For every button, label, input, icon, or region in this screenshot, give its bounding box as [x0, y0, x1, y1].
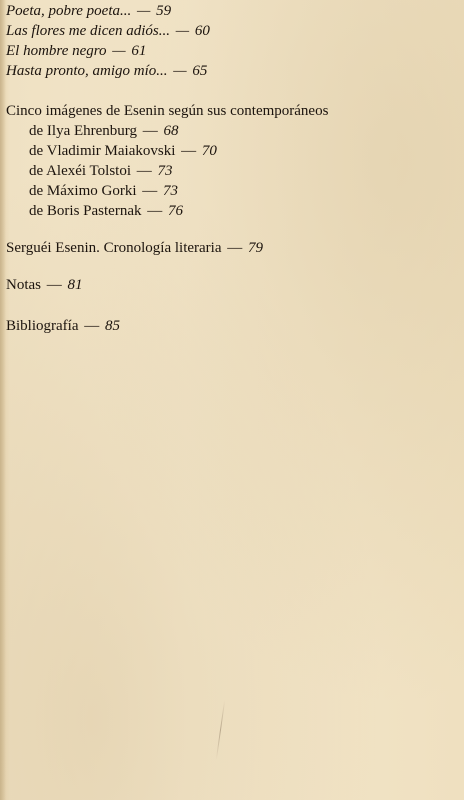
toc-dash: — [84, 318, 100, 334]
pencil-mark [216, 700, 225, 760]
toc-entry-contemporary [29, 202, 183, 221]
toc-entry-title: Hasta pronto, amigo mío... [6, 63, 168, 79]
toc-dash: — [227, 240, 243, 256]
toc-section-heading [6, 102, 328, 121]
toc-entry-contemporary [29, 162, 173, 181]
toc-entry-title: de Máximo Gorki [29, 183, 137, 199]
toc-page-number: 81 [67, 277, 83, 293]
toc-entry-title: de Ilya Ehrenburg [29, 123, 138, 139]
toc-page-number: 68 [163, 123, 179, 139]
toc-entry-title: Poeta, pobre poeta... [6, 3, 132, 19]
toc-dash: — [147, 203, 163, 219]
toc-entry-bibliography [6, 317, 120, 336]
toc-entry-contemporary [29, 142, 217, 161]
toc-page-number: 60 [194, 23, 210, 39]
toc-page-number: 79 [248, 240, 264, 256]
toc-entry-contemporary [29, 122, 179, 141]
toc-page-number: 61 [131, 43, 147, 59]
toc-entry-title: de Vladimir Maiakovski [29, 143, 176, 159]
toc-entry-contemporary [29, 182, 178, 201]
toc-page-number: 73 [162, 183, 178, 199]
toc-entry-poem [6, 2, 171, 21]
toc-page-number: 59 [156, 3, 172, 19]
toc-dash: — [46, 277, 62, 293]
toc-dash: — [142, 123, 158, 139]
toc-dash: — [137, 3, 151, 19]
toc-dash: — [173, 63, 187, 79]
toc-page-number: 65 [192, 63, 208, 79]
toc-page-number: 76 [167, 203, 183, 219]
toc-entry-poem [6, 62, 207, 81]
toc-dash: — [175, 23, 190, 39]
toc-dash: — [112, 43, 126, 59]
section-heading-text: Cinco imágenes de Esenin según sus contemporáneos [6, 103, 329, 119]
toc-entry-title: Serguéi Esenin. Cronología literaria [6, 240, 222, 256]
toc-entry-title: Bibliografía [6, 318, 79, 334]
toc-page-number: 85 [104, 318, 120, 334]
toc-entry-poem [6, 22, 210, 41]
toc-entry-title: Notas [6, 277, 41, 293]
toc-entry-notes [6, 276, 83, 295]
toc-entry-title: Las flores me dicen adiós... [6, 23, 171, 39]
toc-dash: — [142, 183, 158, 199]
toc-entry-title: de Alexéi Tolstoi [29, 163, 131, 179]
toc-entry-title: El hombre negro [6, 43, 107, 59]
toc-page-number: 70 [201, 143, 217, 159]
toc-entry-poem [6, 42, 146, 61]
toc-page-number: 73 [157, 163, 173, 179]
toc-dash: — [181, 143, 197, 159]
toc-entry-chronology [6, 239, 263, 258]
toc-dash: — [136, 163, 152, 179]
toc-entry-title: de Boris Pasternak [29, 203, 142, 219]
